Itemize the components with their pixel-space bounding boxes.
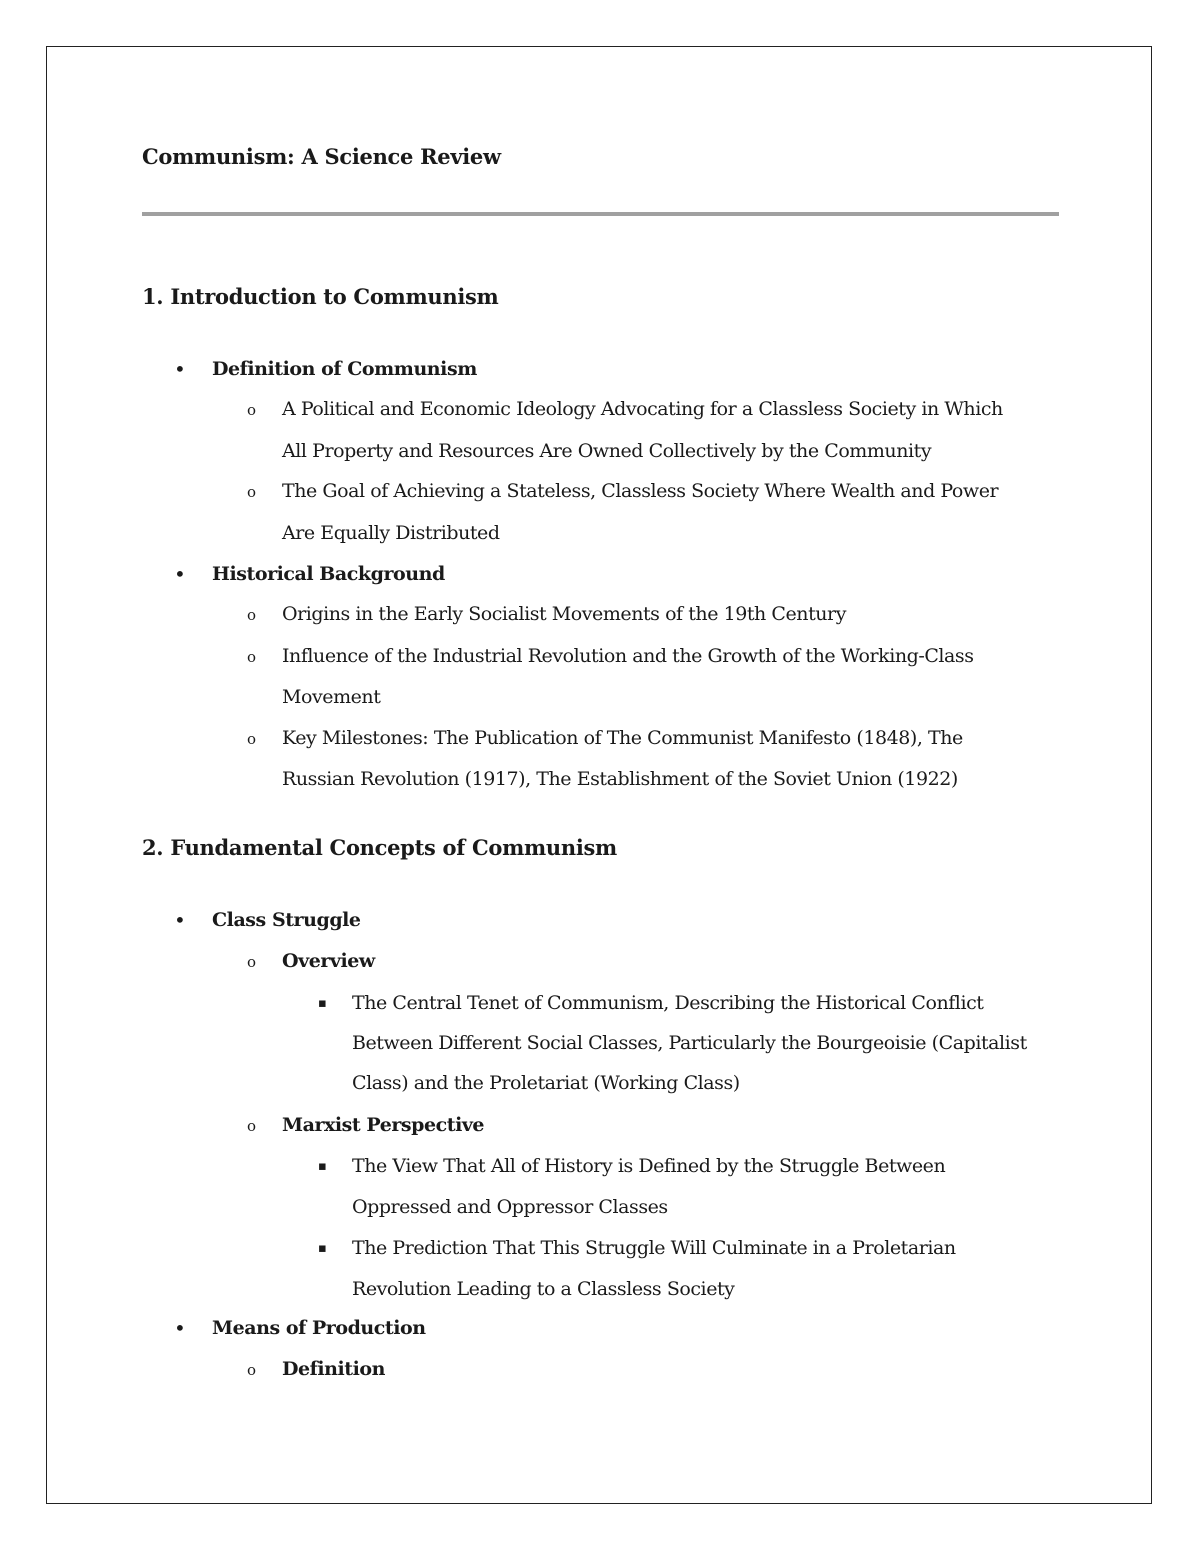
sub-item-line: Russian Revolution (1917), The Establishment of the Soviet Union (1922) xyxy=(282,768,958,790)
circle-bullet: o xyxy=(247,1361,257,1379)
square-bullet: ▪ xyxy=(318,996,327,1011)
disc-bullet: • xyxy=(174,357,186,381)
detail-line: The View That All of History is Defined by the Struggle Between xyxy=(352,1155,946,1177)
circle-bullet: o xyxy=(247,648,257,666)
item-means-of-production: Means of Production xyxy=(212,1317,426,1339)
sub-item-line: Influence of the Industrial Revolution and the Growth of the Working-Class xyxy=(282,645,974,667)
disc-bullet: • xyxy=(174,562,186,586)
detail-line: Revolution Leading to a Classless Society xyxy=(352,1278,735,1300)
item-class-struggle: Class Struggle xyxy=(212,909,361,931)
sub-item-overview: Overview xyxy=(282,950,375,972)
item-historical-background: Historical Background xyxy=(212,563,445,585)
section-heading-fundamental-concepts: 2. Fundamental Concepts of Communism xyxy=(142,835,617,860)
sub-item-marxist-perspective: Marxist Perspective xyxy=(282,1114,485,1136)
sub-item-line: Movement xyxy=(282,686,381,708)
sub-item-line: Are Equally Distributed xyxy=(282,522,500,544)
sub-item-definition: Definition xyxy=(282,1358,385,1380)
detail-line: Class) and the Proletariat (Working Class) xyxy=(352,1072,740,1094)
sub-item-line: The Goal of Achieving a Stateless, Classless Society Where Wealth and Power xyxy=(282,480,999,502)
sub-item-line: All Property and Resources Are Owned Collectively by the Community xyxy=(282,440,932,462)
disc-bullet: • xyxy=(174,908,186,932)
document-title: Communism: A Science Review xyxy=(142,144,501,169)
circle-bullet: o xyxy=(247,483,257,501)
title-divider xyxy=(142,212,1059,216)
section-heading-introduction: 1. Introduction to Communism xyxy=(142,284,499,309)
circle-bullet: o xyxy=(247,606,257,624)
square-bullet: ▪ xyxy=(318,1241,327,1256)
circle-bullet: o xyxy=(247,1117,257,1135)
sub-item-line: A Political and Economic Ideology Advocating for a Classless Society in Which xyxy=(282,398,1003,420)
sub-item-line: Key Milestones: The Publication of The Communist Manifesto (1848), The xyxy=(282,727,963,749)
circle-bullet: o xyxy=(247,730,257,748)
detail-line: The Central Tenet of Communism, Describing the Historical Conflict xyxy=(352,992,984,1014)
detail-line: Between Different Social Classes, Particularly the Bourgeoisie (Capitalist xyxy=(352,1032,1027,1054)
item-definition-of-communism: Definition of Communism xyxy=(212,358,477,380)
detail-line: Oppressed and Oppressor Classes xyxy=(352,1196,668,1218)
circle-bullet: o xyxy=(247,953,257,971)
disc-bullet: • xyxy=(174,1316,186,1340)
detail-line: The Prediction That This Struggle Will Culminate in a Proletarian xyxy=(352,1237,956,1259)
square-bullet: ▪ xyxy=(318,1159,327,1174)
circle-bullet: o xyxy=(247,401,257,419)
sub-item-line: Origins in the Early Socialist Movements of the 19th Century xyxy=(282,603,846,625)
